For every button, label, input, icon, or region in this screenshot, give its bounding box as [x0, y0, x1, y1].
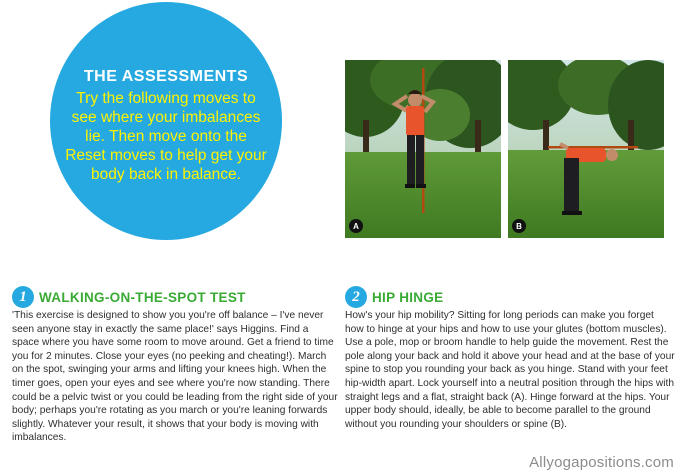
section-header: [345, 285, 675, 309]
section-header: [12, 285, 338, 309]
section-hip-hinge: [345, 285, 675, 431]
photo-a-badge: A: [349, 219, 363, 233]
section-body: 'This exercise is designed to show you you're off balance – I've never seen anyone stay in exactly the same place!' says Higgins. Find a space where you have some room to move around. Get a friend to time you for 2 minutes. Close your eyes (no peeking and cheating!). March on the spot, swinging your arms and lifting your knees high. When the timer goes, open your eyes and see where you're now standing. There could be a pelvic twist or you could be leading from the right side of your body; perhaps you're rotating as you march or you're leaning forwards slightly. Whatever your result, it shows that your body is moving with imbalances.: [12, 310, 338, 444]
assessments-intro: Try the following moves to see where your imbalances lie. Then move onto the Reset moves to help get your body back in balance.: [65, 90, 267, 183]
assessments-circle: [50, 2, 282, 240]
assessments-title: THE ASSESSMENTS: [83, 68, 249, 85]
section-number: 1: [12, 286, 34, 308]
section-walking-test: [12, 285, 338, 445]
photo-a-standing: [345, 60, 501, 238]
watermark: Allyogapositions.com: [529, 454, 674, 471]
photo-b-hinge: [508, 60, 664, 238]
section-body: How's your hip mobility? Sitting for long periods can make you forget how to hinge at your hips and how to use your glutes (bottom muscles). Use a pole, mop or broom handle to help guide the movement. Rest the pole along your back and hold it above your head and at the base of your spine to stop you rounding your back as you hinge. Stand with your feet hip-width apart. Lock yourself into a neutral position through the hips with straight legs and a flat, straight back (A). Hinge forward at the hips. Your upper body should, ideally, be able to become parallel to the ground without you rounding your shoulders or spine (B).: [345, 310, 675, 430]
section-number: 2: [345, 286, 367, 308]
photo-b-badge: B: [512, 219, 526, 233]
section-title: WALKING-ON-THE-SPOT TEST: [39, 289, 246, 305]
section-title: HIP HINGE: [372, 289, 444, 305]
